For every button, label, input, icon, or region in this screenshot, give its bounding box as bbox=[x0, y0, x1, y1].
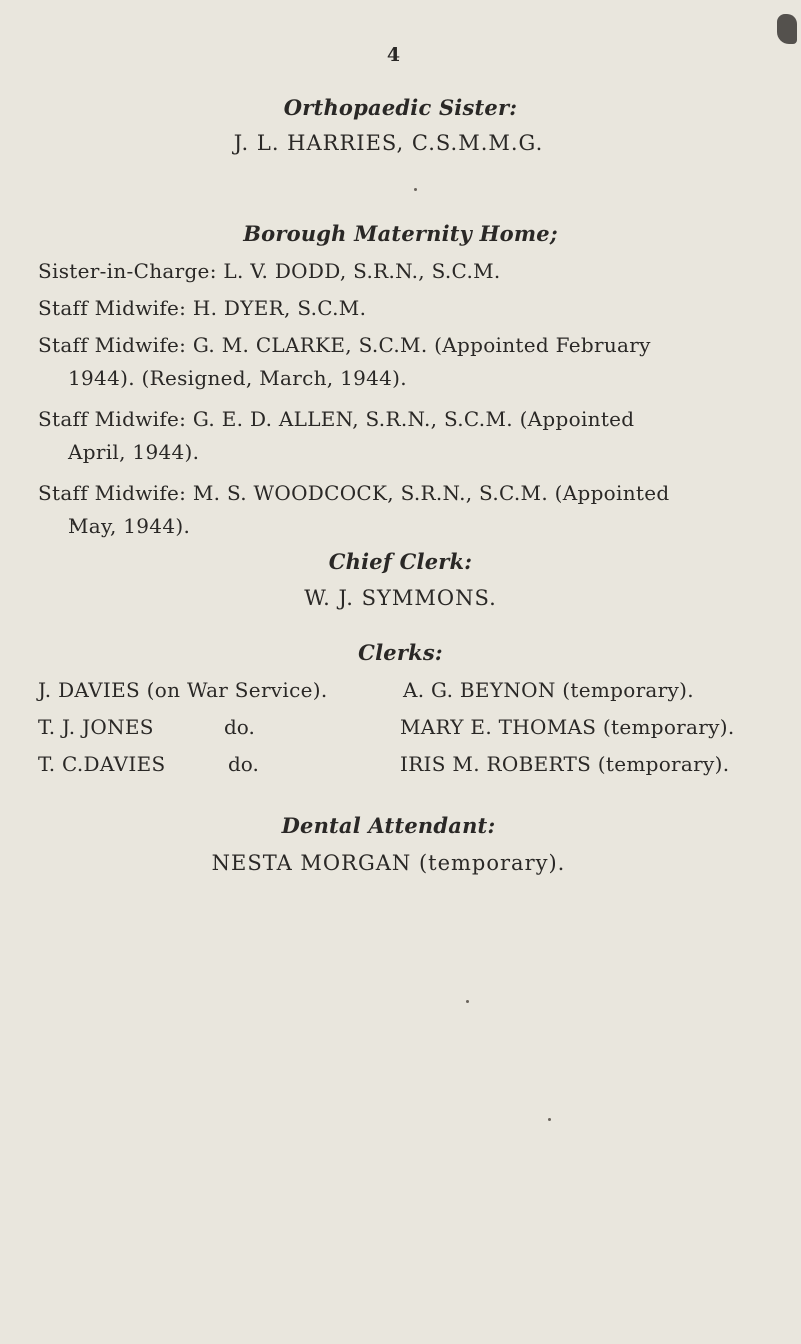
clerks-heading: Clerks: bbox=[358, 640, 443, 665]
clerk-left: T. C.DAVIES bbox=[38, 752, 166, 776]
paper-speck bbox=[548, 1118, 551, 1121]
paper-speck bbox=[414, 188, 417, 191]
clerk-right: IRIS M. ROBERTS (temporary). bbox=[400, 752, 730, 776]
clerk-ditto: do. bbox=[228, 752, 259, 776]
chief-clerk-heading: Chief Clerk: bbox=[328, 549, 473, 574]
chief-clerk-name: W. J. SYMMONS. bbox=[304, 586, 497, 610]
maternity-staff-line: Staff Midwife: G. E. D. ALLEN, S.R.N., S.C.M. (Appointed bbox=[38, 407, 635, 431]
page-number: 4 bbox=[386, 44, 401, 66]
orthopaedic-sister-heading: Orthopaedic Sister: bbox=[283, 95, 518, 120]
maternity-staff-line: May, 1944). bbox=[68, 514, 191, 538]
orthopaedic-sister-name: J. L. HARRIES, C.S.M.M.G. bbox=[233, 131, 544, 155]
dental-attendant-heading: Dental Attendant: bbox=[281, 813, 496, 838]
maternity-staff-line: Staff Midwife: M. S. WOODCOCK, S.R.N., S.C.M. (Appointed bbox=[38, 481, 670, 505]
clerk-right: MARY E. THOMAS (temporary). bbox=[400, 715, 735, 739]
maternity-home-heading: Borough Maternity Home; bbox=[243, 221, 558, 246]
paper-speck bbox=[466, 1000, 469, 1003]
maternity-staff-line: Sister-in-Charge: L. V. DODD, S.R.N., S.C.M. bbox=[38, 259, 501, 283]
clerk-left: J. DAVIES (on War Service). bbox=[38, 678, 328, 702]
maternity-staff-line: April, 1944). bbox=[68, 440, 200, 464]
page-corner-blot bbox=[777, 14, 797, 44]
dental-attendant-name: NESTA MORGAN (temporary). bbox=[211, 851, 566, 875]
maternity-staff-line: 1944). (Resigned, March, 1944). bbox=[68, 366, 407, 390]
maternity-staff-line: Staff Midwife: H. DYER, S.C.M. bbox=[38, 296, 367, 320]
clerk-left: T. J. JONES bbox=[38, 715, 154, 739]
clerk-ditto: do. bbox=[224, 715, 255, 739]
clerk-right: A. G. BEYNON (temporary). bbox=[403, 678, 694, 702]
maternity-staff-line: Staff Midwife: G. M. CLARKE, S.C.M. (Appointed February bbox=[38, 333, 651, 357]
